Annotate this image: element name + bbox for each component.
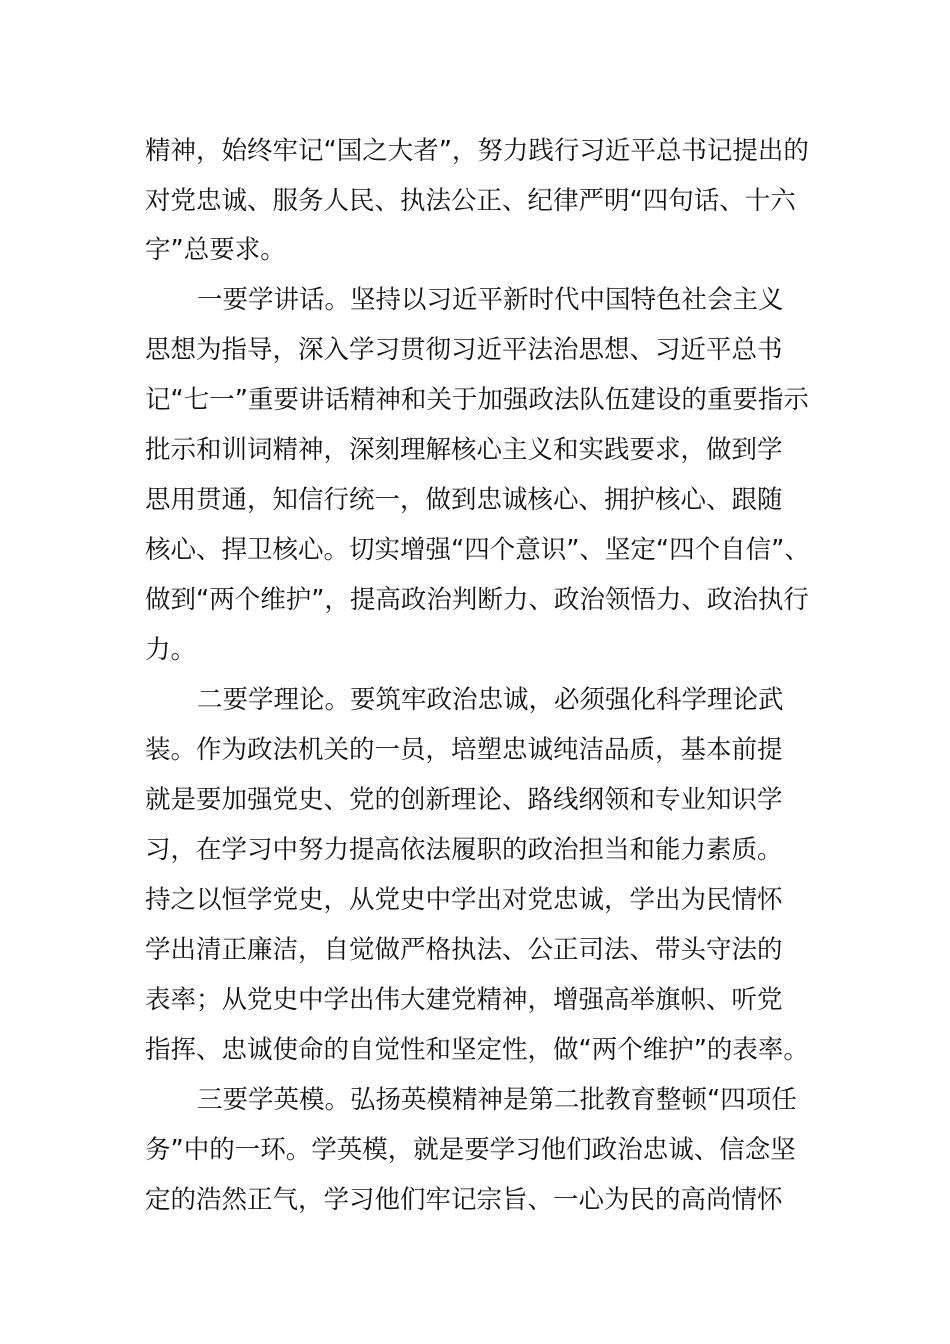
- paragraph-start-line: 一要学讲话。坚持以习近平新时代中国特色社会主义: [197, 285, 784, 315]
- text-line: 做到“两个维护”，提高政治判断力、政治领悟力、政治执行: [145, 585, 809, 615]
- text-line: 定的浩然正气，学习他们牢记宗旨、一心为民的高尚情怀: [145, 1185, 783, 1215]
- text-line: 思用贯通，知信行统一，做到忠诚核心、拥护核心、跟随: [145, 485, 783, 515]
- text-line: 精神，始终牢记“国之大者”，努力践行习近平总书记提出的: [145, 136, 809, 166]
- text-line: 批示和训词精神，深刻理解核心主义和实践要求，做到学: [145, 435, 783, 465]
- text-line: 装。作为政法机关的一员，培塑忠诚纯洁品质，基本前提: [145, 735, 783, 765]
- text-line: 思想为指导，深入学习贯彻习近平法治思想、习近平总书: [145, 335, 783, 365]
- text-line: 记“七一”重要讲话精神和关于加强政法队伍建设的重要指示: [145, 385, 809, 415]
- text-line: 务”中的一环。学英模，就是要学习他们政治忠诚、信念坚: [145, 1135, 796, 1165]
- text-line: 指挥、忠诚使命的自觉性和坚定性，做“两个维护”的表率。: [145, 1035, 809, 1065]
- text-line: 习，在学习中努力提高依法履职的政治担当和能力素质。: [145, 835, 783, 865]
- text-line: 对党忠诚、服务人民、执法公正、纪律严明“四句话、十六: [145, 186, 796, 216]
- paragraph-start-line: 二要学理论。要筑牢政治忠诚，必须强化科学理论武: [197, 685, 784, 715]
- text-line: 力。: [145, 635, 197, 665]
- text-line: 表率；从党史中学出伟大建党精神，增强高举旗帜、听党: [145, 985, 783, 1015]
- text-line: 学出清正廉洁，自觉做严格执法、公正司法、带头守法的: [145, 935, 783, 965]
- text-line: 字”总要求。: [145, 235, 286, 265]
- paragraph-start-line: 三要学英模。弘扬英模精神是第二批教育整顿“四项任: [197, 1085, 797, 1115]
- text-line: 核心、捍卫核心。切实增强“四个意识”、坚定“四个自信”、: [145, 535, 810, 565]
- text-line: 就是要加强党史、党的创新理论、路线纲领和专业知识学: [145, 785, 783, 815]
- text-line: 持之以恒学党史，从党史中学出对党忠诚，学出为民情怀: [145, 885, 783, 915]
